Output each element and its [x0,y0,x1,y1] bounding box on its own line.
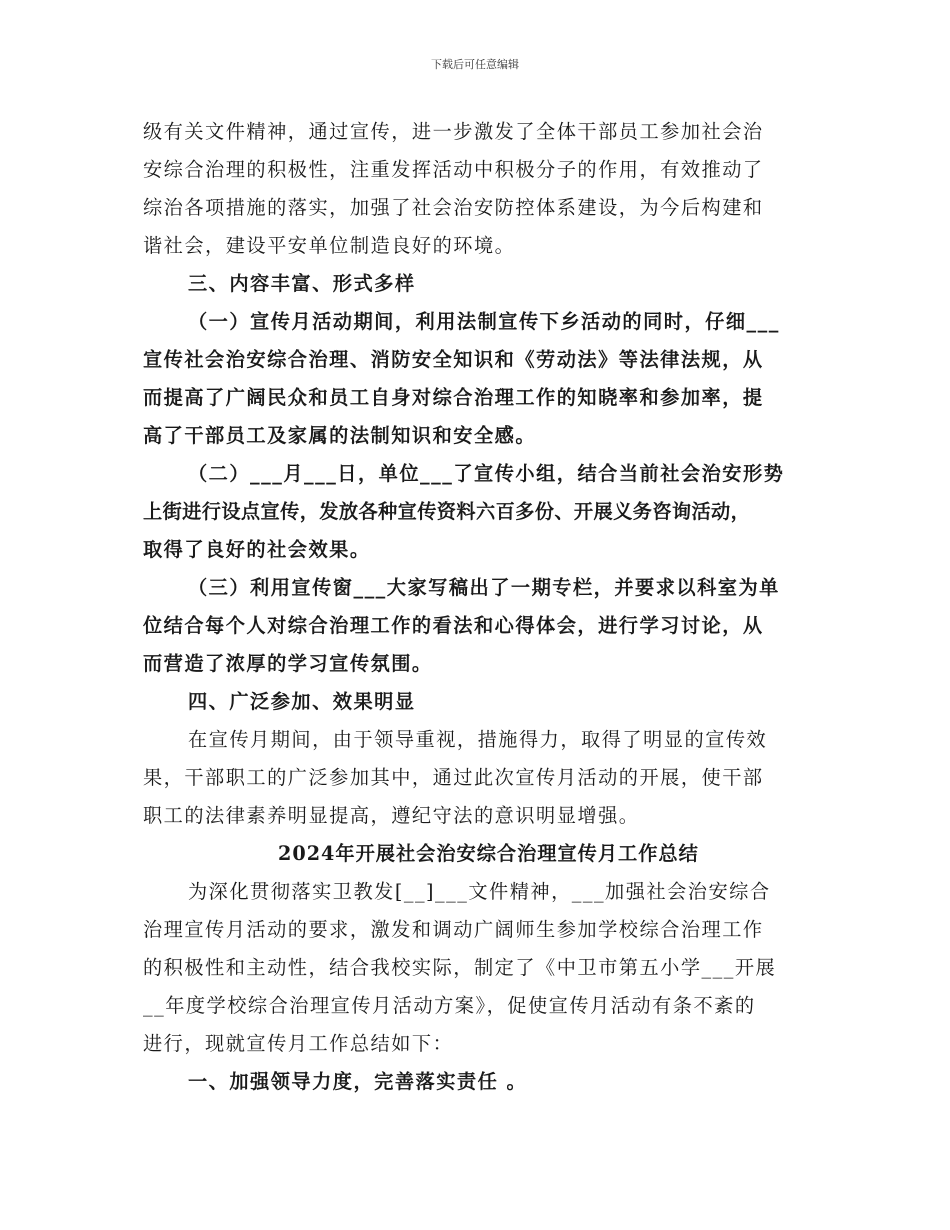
text-line: 治理宣传月活动的要求，激发和调动广阔师生参加学校综合治理工作 [143,918,764,941]
document-title: 2024年开展社会治安综合治理宣传月工作总结 [278,842,699,865]
page-header: 下载后可任意编辑 [431,58,519,71]
text-line: 谐社会，建设平安单位制造良好的环境。 [143,234,516,257]
text-line: 取得了良好的社会效果。 [143,538,371,561]
text-line: 级有关文件精神，通过宣传，进一步激发了全体干部员工参加社会治 [143,120,764,143]
text-line: （二）___月___日，单位___了宣传小组，结合当前社会治安形势 [188,462,785,485]
text-line: 上街进行设点宣传，发放各种宣传资料六百多份、开展义务咨询活动， [143,500,751,523]
text-line: 为深化贯彻落实卫教发[__]___文件精神，___加强社会治安综合 [188,880,771,903]
text-line: 果，干部职工的广泛参加其中，通过此次宣传月活动的开展，使干部 [143,766,764,789]
text-line: 的积极性和主动性，结合我校实际，制定了《中卫市第五小学___开展 [143,956,777,979]
section-heading: 一、加强领导力度，完善落实责任 。 [188,1070,528,1093]
text-line: 安综合治理的积极性，注重发挥活动中积极分子的作用，有效推动了 [143,158,764,181]
text-line: 综治各项措施的落实，加强了社会治安防控体系建设，为今后构建和 [143,196,764,219]
text-line: （一）宣传月活动期间，利用法制宣传下乡活动的同时，仔细___ [188,310,780,333]
text-line: 位结合每个人对综合治理工作的看法和心得体会，进行学习讨论，从 [143,614,764,637]
text-line: 在宣传月期间，由于领导重视，措施得力，取得了明显的宣传效 [188,728,768,751]
text-line: 职工的法律素养明显提高，遵纪守法的意识明显增强。 [143,804,640,827]
text-line: 宣传社会治安综合治理、消防安全知识和《劳动法》等法律法规，从 [143,348,764,371]
text-line: __年度学校综合治理宣传月活动方案》，促使宣传月活动有条不紊的 [143,994,756,1017]
text-line: 进行，现就宣传月工作总结如下： [143,1032,454,1055]
section-heading: 三、内容丰富、形式多样 [188,272,416,295]
text-line: 而提高了广阔民众和员工自身对综合治理工作的知晓率和参加率，提 [143,386,764,409]
text-line: 而营造了浓厚的学习宣传氛围。 [143,652,433,675]
text-line: （三）利用宣传窗___大家写稿出了一期专栏，并要求以科室为单 [188,576,780,599]
section-heading: 四、广泛参加、效果明显 [188,690,416,713]
text-line: 高了干部员工及家属的法制知识和安全感。 [143,424,537,447]
